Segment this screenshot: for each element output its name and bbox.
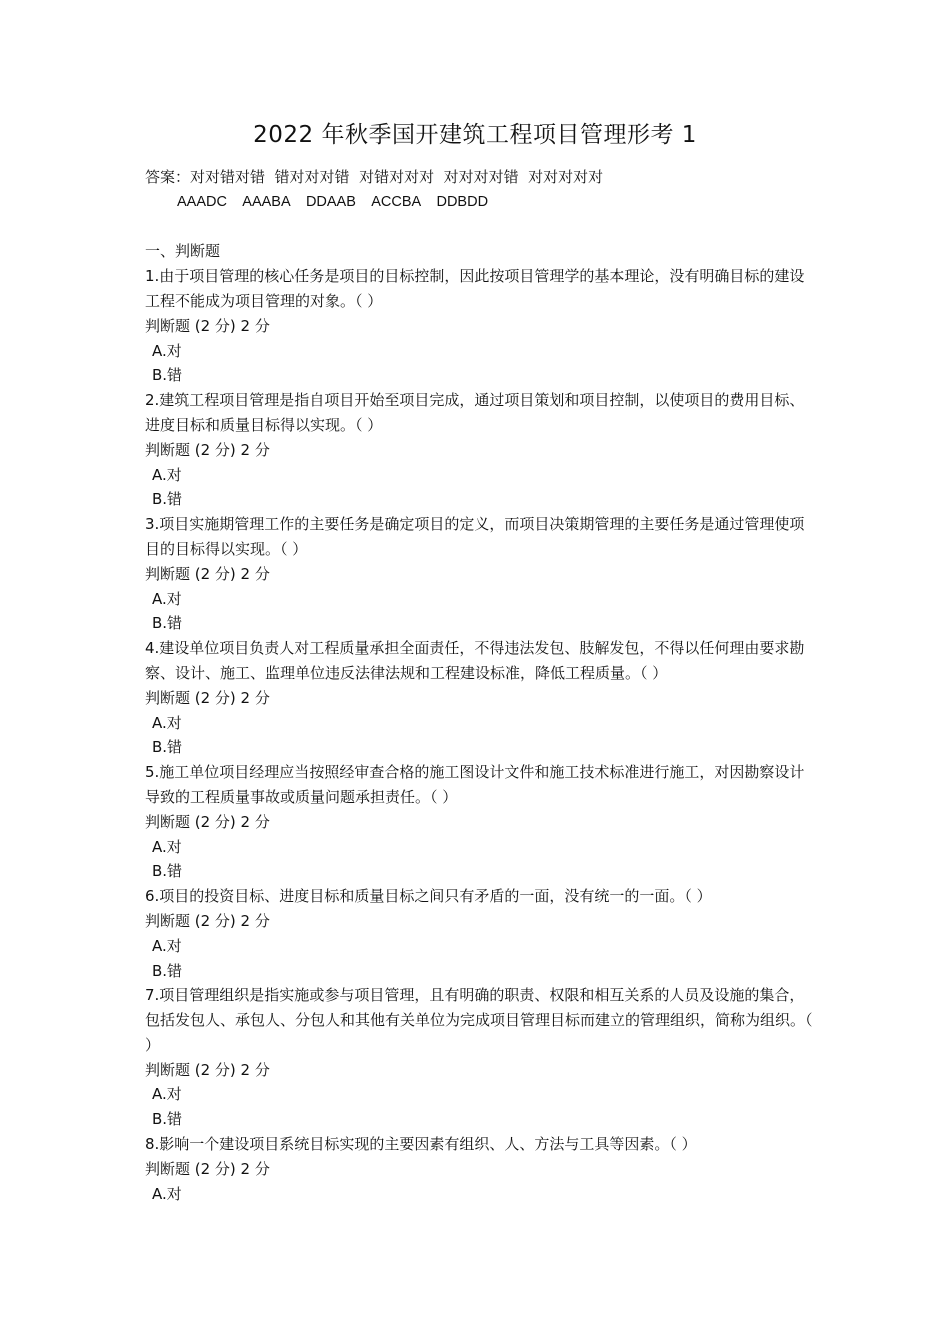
option-a: A.对 (152, 341, 182, 360)
document-title: 2022 年秋季国开建筑工程项目管理形考 1 (253, 122, 697, 148)
question-block-7 (145, 983, 815, 1132)
question-meta: 判断题 (2 分) 2 分 (145, 1060, 270, 1079)
answer-key-label: 答案： (145, 168, 191, 186)
question-text: 7.项目管理组织是指实施或参与项目管理，且有明确的职责、权限和相互关系的人员及设施的集合，包括发包人、承包人、分包人和其他有关单位为完成项目管理目标而建立的管理组织，简称为组织。（ ） (145, 986, 813, 1054)
question-text: 5.施工单位项目经理应当按照经审查合格的施工图设计文件和施工技术标准进行施工，对因勘察设计导致的工程质量事故或质量问题承担责任。（ ） (145, 763, 805, 806)
question-meta: 判断题 (2 分) 2 分 (145, 812, 270, 831)
section-heading: 一、判断题 (145, 242, 221, 261)
question-block-4 (145, 636, 815, 760)
option-a: A.对 (152, 589, 182, 608)
option-b: B.错 (152, 862, 183, 881)
question-meta: 判断题 (2 分) 2 分 (145, 911, 270, 930)
question-text: 6.项目的投资目标、进度目标和质量目标之间只有矛盾的一面，没有统一的一面。（ ） (145, 887, 712, 906)
answer-key-line (145, 165, 815, 190)
question-block-6 (145, 884, 815, 983)
option-a: A.对 (152, 837, 182, 856)
question-text: 8.影响一个建设项目系统目标实现的主要因素有组织、人、方法与工具等因素。（ ） (145, 1135, 697, 1154)
document-body (145, 165, 815, 1206)
option-a: A.对 (152, 936, 182, 955)
option-b: B.错 (152, 1110, 183, 1129)
question-block-5 (145, 760, 815, 884)
option-a: A.对 (152, 713, 182, 732)
question-text: 2.建筑工程项目管理是指自项目开始至项目完成，通过项目策划和项目控制，以使项目的费用目标、进度目标和质量目标得以实现。（ ） (145, 391, 805, 434)
option-a: A.对 (152, 465, 182, 484)
answer-key-codes: AAADC AAABA DDAAB ACCBA DDBDD (177, 193, 489, 210)
option-b: B.错 (152, 366, 183, 385)
answer-key-groups: 对对错对错 错对对对错 对错对对对 对对对对错 对对对对对 (190, 168, 604, 186)
option-b: B.错 (152, 961, 183, 980)
option-a: A.对 (152, 1184, 182, 1203)
question-text: 1.由于项目管理的核心任务是项目的目标控制，因此按项目管理学的基本理论，没有明确目标的建设工程不能成为项目管理的对象。（ ） (145, 267, 805, 310)
question-meta: 判断题 (2 分) 2 分 (145, 316, 270, 335)
question-block-1 (145, 264, 815, 388)
question-text: 4.建设单位项目负责人对工程质量承担全面责任，不得违法发包、肢解发包，不得以任何理由要求勘察、设计、施工、监理单位违反法律法规和工程建设标准，降低工程质量。（ ） (145, 639, 805, 682)
question-meta: 判断题 (2 分) 2 分 (145, 688, 270, 707)
option-b: B.错 (152, 490, 183, 509)
blank-line (145, 215, 815, 240)
question-meta: 判断题 (2 分) 2 分 (145, 1159, 270, 1178)
option-b: B.错 (152, 738, 183, 757)
question-meta: 判断题 (2 分) 2 分 (145, 564, 270, 583)
question-meta: 判断题 (2 分) 2 分 (145, 440, 270, 459)
option-b: B.错 (152, 614, 183, 633)
question-block-2 (145, 388, 815, 512)
option-a: A.对 (152, 1085, 182, 1104)
question-text: 3.项目实施期管理工作的主要任务是确定项目的定义，而项目决策期管理的主要任务是通过管理使项目的目标得以实现。（ ） (145, 515, 805, 558)
question-block-3 (145, 512, 815, 636)
question-block-8 (145, 1132, 815, 1206)
